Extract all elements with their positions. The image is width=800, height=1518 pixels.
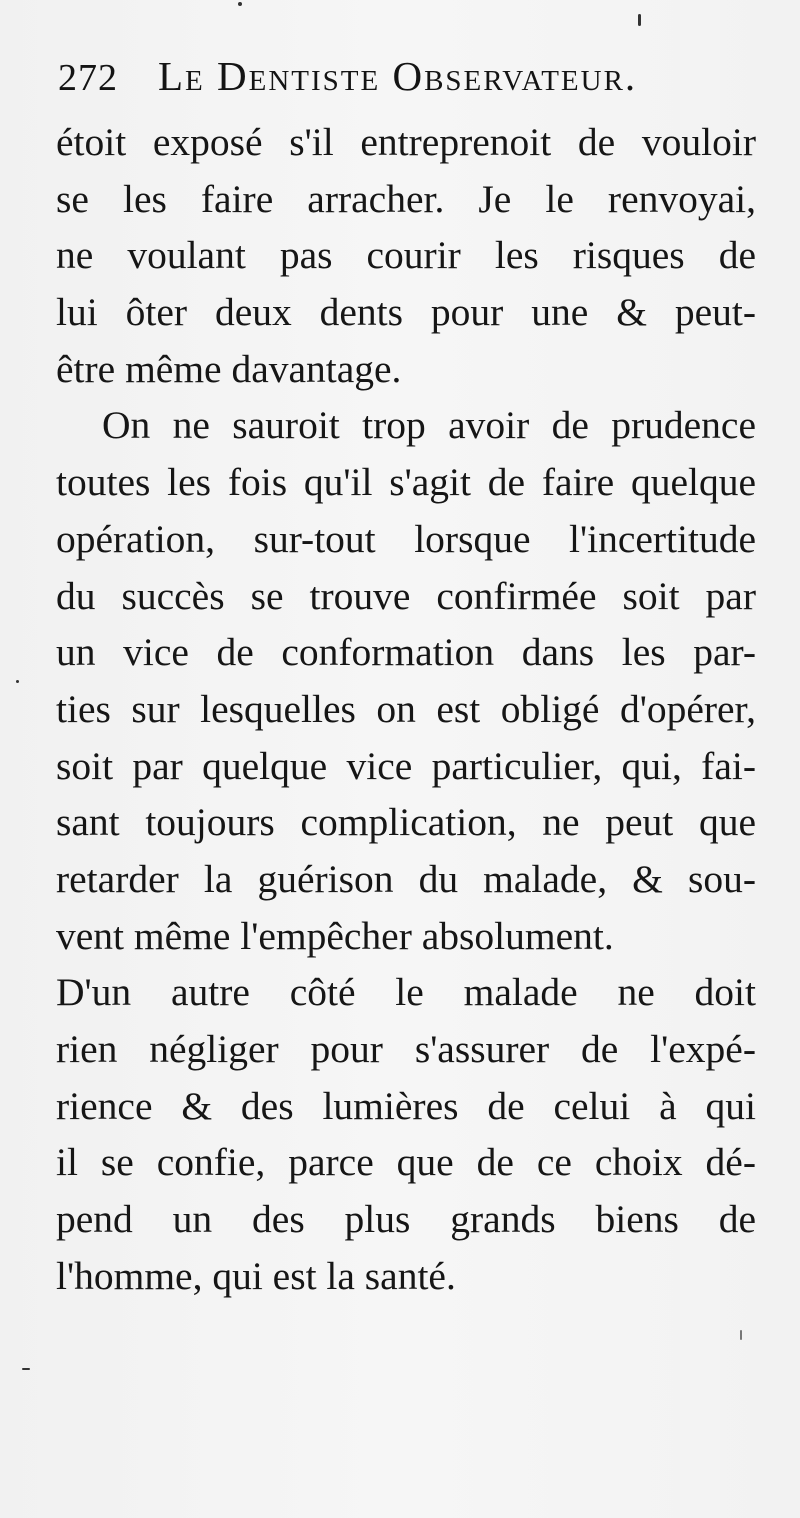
text-line: vent même l'empêcher absolument. bbox=[56, 913, 614, 958]
body-text bbox=[56, 114, 756, 1304]
text-line: il se confie, parce que de ce choix dé- bbox=[56, 1140, 756, 1185]
paragraph-1 bbox=[56, 114, 756, 397]
text-line: l'homme, qui est la santé. bbox=[56, 1253, 456, 1298]
text-line: pend un des plus grands biens de bbox=[56, 1197, 756, 1242]
text-line: lui ôter deux dents pour une & peut- bbox=[56, 290, 756, 335]
ink-speck bbox=[22, 1368, 30, 1370]
ink-speck bbox=[238, 2, 242, 6]
ink-speck bbox=[638, 14, 641, 26]
text-line: rien négliger pour s'assurer de l'expé- bbox=[56, 1027, 756, 1071]
ink-speck bbox=[740, 1330, 742, 1340]
page-header bbox=[58, 52, 758, 102]
ink-speck bbox=[16, 680, 19, 683]
text-line: étoit exposé s'il entreprenoit de vouloir bbox=[56, 120, 756, 164]
text-line: du succès se trouve confirmée soit par bbox=[56, 573, 756, 618]
text-line: un vice de conformation dans les par- bbox=[56, 630, 756, 675]
text-line: opération, sur-tout lorsque l'incertitude bbox=[56, 516, 756, 561]
text-line: sant toujours complication, ne peut que bbox=[56, 800, 756, 845]
text-line: ties sur lesquelles on est obligé d'opérer, bbox=[56, 686, 756, 731]
running-title: Le Dentiste Observateur. bbox=[158, 53, 638, 99]
text-line: toutes les fois qu'il s'agit de faire quelque bbox=[56, 460, 756, 505]
text-line: retarder la guérison du malade, & sou- bbox=[56, 856, 756, 901]
text-line: soit par quelque vice particulier, qui, fai- bbox=[56, 743, 756, 788]
text-line: être même davantage. bbox=[56, 346, 402, 391]
text-line: ne voulant pas courir les risques de bbox=[56, 233, 756, 278]
paragraph-2 bbox=[56, 397, 756, 1304]
text-line: se les faire arracher. Je le renvoyai, bbox=[56, 176, 756, 221]
text-line: rience & des lumières de celui à qui bbox=[56, 1083, 756, 1128]
page-number: 272 bbox=[58, 57, 118, 99]
show-through-text bbox=[190, 1280, 750, 1460]
text-line: On ne sauroit trop avoir de prudence bbox=[102, 403, 756, 448]
text-line: D'un autre côté le malade ne doit bbox=[56, 970, 756, 1015]
